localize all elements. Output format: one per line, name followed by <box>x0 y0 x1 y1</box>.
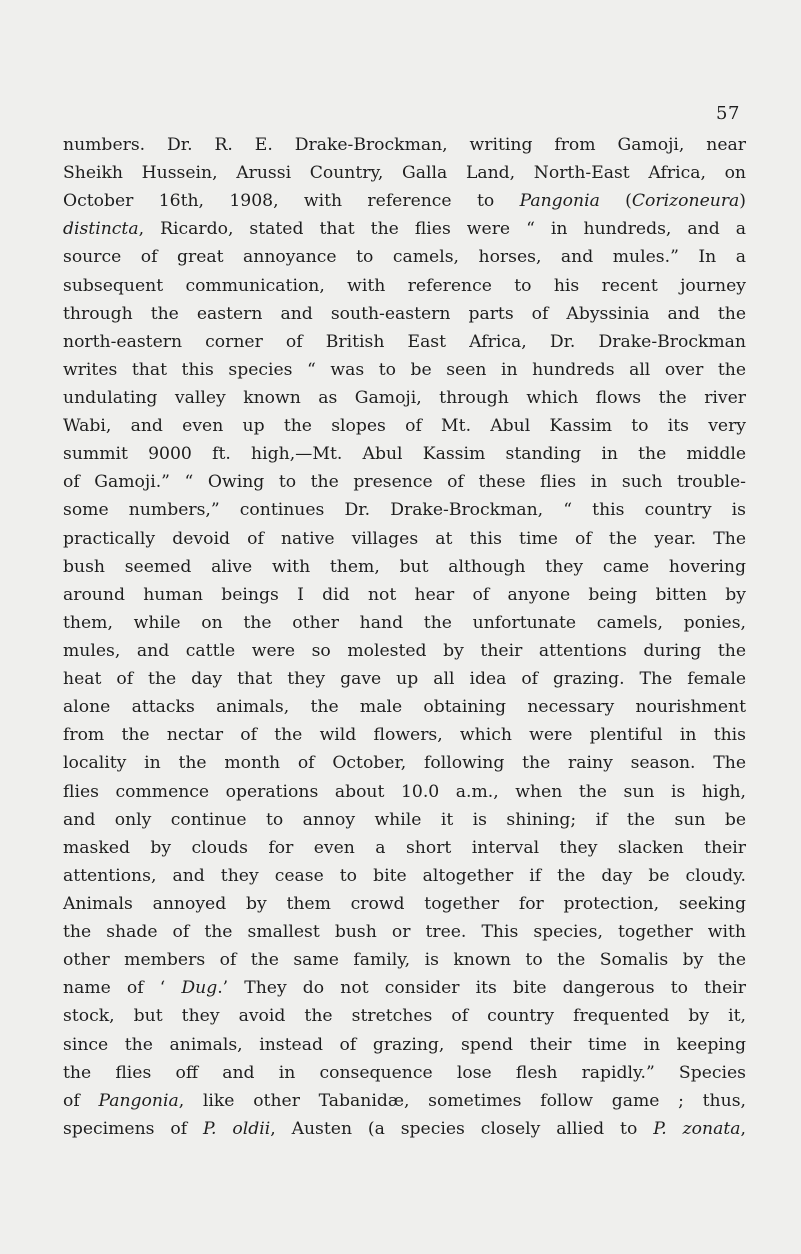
text-run: numbers. Dr. R. E. Drake-Brockman, writing from Gamoji, near <box>63 135 746 155</box>
text-run: , like other Tabanidæ, sometimes follow game ; thus, <box>178 1090 746 1111</box>
text-line <box>63 328 746 356</box>
text-run: Wabi, and even up the slopes of Mt. Abul Kassim to its very <box>63 416 746 437</box>
italic-text: P. zonata <box>653 1118 741 1139</box>
text-run: masked by clouds for even a short interval they slacken their <box>63 837 746 858</box>
text-run: specimens of <box>63 1118 203 1139</box>
italic-text: P. oldii <box>202 1118 271 1139</box>
text-line <box>63 946 746 974</box>
text-run: subsequent communication, with reference to his recent journey <box>63 275 746 296</box>
text-run: some numbers,” continues Dr. Drake-Brockman, “ this country is <box>63 500 746 521</box>
text-line <box>63 384 746 412</box>
text-run: the shade of the smallest bush or tree. This species, together with <box>63 922 746 943</box>
text-run: them, while on the other hand the unfortunate camels, ponies, <box>63 612 746 633</box>
text-line <box>63 890 746 918</box>
text-run: , <box>740 1118 746 1139</box>
text-line <box>63 1059 746 1087</box>
text-line <box>63 272 746 300</box>
text-line <box>63 525 746 553</box>
text-line <box>63 721 746 749</box>
text-line <box>63 693 746 721</box>
page-number: 57 <box>716 103 740 124</box>
text-run: other members of the same family, is known to the Somalis by the <box>63 950 746 971</box>
text-run: stock, but they avoid the stretches of country frequented by it, <box>63 1006 746 1027</box>
text-run: around human beings I did not hear of anyone being bitten by <box>63 584 746 605</box>
text-line <box>63 440 746 468</box>
text-line <box>63 300 746 328</box>
text-run: alone attacks animals, the male obtaining necessary nourishment <box>63 697 746 718</box>
text-run: the flies off and in consequence lose flesh rapidly.” Species <box>63 1062 746 1083</box>
text-line <box>63 412 746 440</box>
text-line <box>63 1002 746 1030</box>
italic-text: Dug <box>181 978 218 999</box>
text-run: practically devoid of native villages at this time of the year. The <box>63 528 746 549</box>
text-run: October 16th, 1908, with reference to <box>63 191 520 212</box>
text-run: from the nectar of the wild flowers, which were plentiful in this <box>63 725 746 746</box>
text-run: name of ‘ <box>63 978 182 999</box>
text-line <box>63 496 746 524</box>
text-line <box>63 187 746 215</box>
text-line <box>63 215 746 243</box>
text-line <box>63 749 746 777</box>
text-line <box>63 918 746 946</box>
text-run: .’ They do not consider its bite dangerous to their <box>217 978 746 999</box>
text-run: source of great annoyance to camels, horses, and mules.” In a <box>63 247 746 268</box>
text-run: attentions, and they cease to bite altogether if the day be cloudy. <box>63 865 746 886</box>
text-run: of Gamoji.” “ Owing to the presence of these flies in such trouble- <box>63 472 746 493</box>
italic-text: Pangonia <box>519 191 600 212</box>
text-run: Sheikh Hussein, Arussi Country, Galla Land, North-East Africa, on <box>63 163 746 184</box>
text-run: north-eastern corner of British East Africa, Dr. Drake-Brockman <box>63 331 746 352</box>
text-run: , Ricardo, stated that the flies were “ in hundreds, and a <box>138 219 746 240</box>
text-line <box>63 581 746 609</box>
text-run: of <box>63 1090 99 1111</box>
text-run: flies commence operations about 10.0 a.m., when the sun is high, <box>63 781 746 802</box>
text-run: ( <box>599 191 632 212</box>
text-run: mules, and cattle were so molested by their attentions during the <box>63 640 746 661</box>
text-run: through the eastern and south-eastern parts of Abyssinia and the <box>63 303 746 324</box>
italic-text: Pangonia <box>98 1090 179 1111</box>
text-line <box>63 356 746 384</box>
text-run: since the animals, instead of grazing, spend their time in keeping <box>63 1034 746 1055</box>
text-line <box>63 1115 746 1143</box>
text-line <box>63 665 746 693</box>
text-run: Animals annoyed by them crowd together for protection, seeking <box>63 893 746 914</box>
italic-text: distincta <box>63 219 139 240</box>
text-run: summit 9000 ft. high,—Mt. Abul Kassim standing in the middle <box>63 444 746 465</box>
text-line <box>63 243 746 271</box>
text-line <box>63 974 746 1002</box>
text-line <box>63 553 746 581</box>
text-run: bush seemed alive with them, but although they came hovering <box>63 556 746 577</box>
text-line <box>63 834 746 862</box>
text-line <box>63 468 746 496</box>
text-line <box>63 159 746 187</box>
text-line <box>63 862 746 890</box>
text-run: and only continue to annoy while it is shining; if the sun be <box>63 809 746 830</box>
text-run: ) <box>739 191 747 212</box>
text-line <box>63 778 746 806</box>
text-line <box>63 637 746 665</box>
text-run: undulating valley known as Gamoji, through which flows the river <box>63 387 746 408</box>
text-line <box>63 1087 746 1115</box>
italic-text: Corizoneura <box>631 191 740 212</box>
text-run: writes that this species “ was to be seen in hundreds all over the <box>63 359 746 380</box>
text-run: heat of the day that they gave up all idea of grazing. The female <box>63 669 746 690</box>
text-run: locality in the month of October, following the rainy season. The <box>63 753 746 774</box>
text-line <box>63 131 746 159</box>
text-run: , Austen (a species closely allied to <box>270 1118 654 1139</box>
body-text <box>63 131 746 1143</box>
text-line <box>63 1031 746 1059</box>
text-line <box>63 609 746 637</box>
text-line <box>63 806 746 834</box>
